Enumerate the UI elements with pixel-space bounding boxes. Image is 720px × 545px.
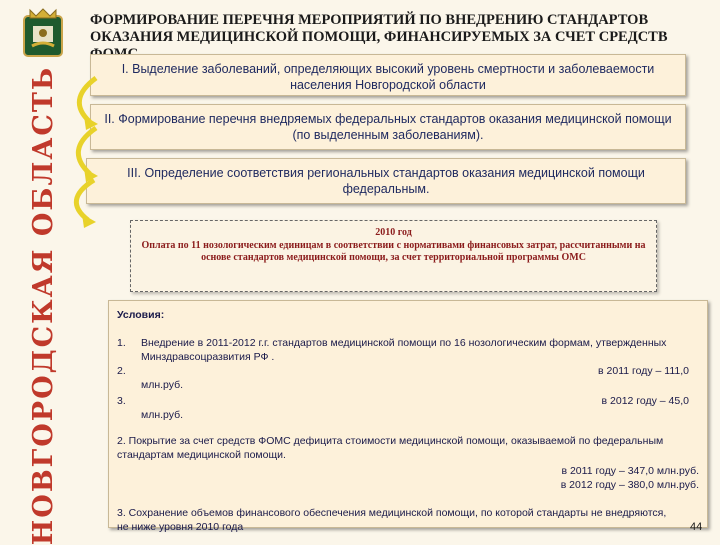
cond-item3-text: 3. Сохранение объемов финансового обеспечения медицинской помощи, по которой стандарты не внедряются, не ниже уровня 2010 года [117,507,667,533]
page-number: 44 [690,521,703,533]
cond-item1-mln1: млн.руб. [141,379,184,391]
note-box [130,220,657,292]
flow-arrows-icon [60,70,110,230]
note-year: 2010 год [375,227,412,238]
cond-num-3: 3. [117,395,126,407]
cond-item2-text: 2. Покрытие за счет средств ФОМС дефицита стоимости медицинской помощи, оказываемой по федеральным стандартам медицинской помощи. [117,435,664,461]
step-text-3: III. Определение соответствия региональных стандартов оказания медицинской помощи федеральным. [127,166,645,196]
conditions-box [108,300,708,533]
cond-item1-2011: в 2011 году – 111,0 [598,365,689,377]
cond-num-1: 1. [117,337,126,349]
page-title: ФОРМИРОВАНИЕ ПЕРЕЧНЯ МЕРОПРИЯТИЙ ПО ВНЕДРЕНИЮ СТАНДАРТОВ ОКАЗАНИЯ МЕДИЦИНСКОЙ ПОМОЩИ, ФИНАНСИРУЕМЫХ ЗА СЧЕТ СРЕДСТВ [90,12,668,45]
cond-item1-text: Внедрение в 2011-2012 г.г. стандартов медицинской помощи по 16 нозологическим формам, утвержденных Минздравсоцразвития РФ . [141,337,667,363]
coat-of-arms-icon [20,6,66,60]
cond-item1-2012: в 2012 году – 45,0 [601,395,689,407]
cond-item2-2011: в 2011 году – 347,0 млн.руб. [561,465,699,477]
cond-num-2: 2. [117,365,126,377]
cond-item1-mln2: млн.руб. [141,409,184,421]
note-text: Оплата по 11 нозологическим единицам в соответствии с нормативами финансовых затрат, рассчитанными на основе стандартов медицинской помощи, за счет территориальной программы ОМС [141,239,646,263]
cond-item2-2012: в 2012 году – 380,0 млн.руб. [560,479,699,491]
step-box-1 [90,54,686,96]
conditions-heading: Условия: [117,309,165,321]
step-box-2 [90,104,686,150]
step-text-1: I. Выделение заболеваний, определяющих высокий уровень смертности и заболеваемости населения Новгородской области [121,62,655,92]
step-box-3 [86,158,686,204]
step-text-2: II. Формирование перечня внедряемых федеральных стандартов оказания медицинской помощи (по выделенным заболеваниям). [104,112,672,142]
region-vertical-label [28,65,60,545]
region-text: НОВГОРОДСКАЯ ОБЛАСТЬ [28,65,60,545]
